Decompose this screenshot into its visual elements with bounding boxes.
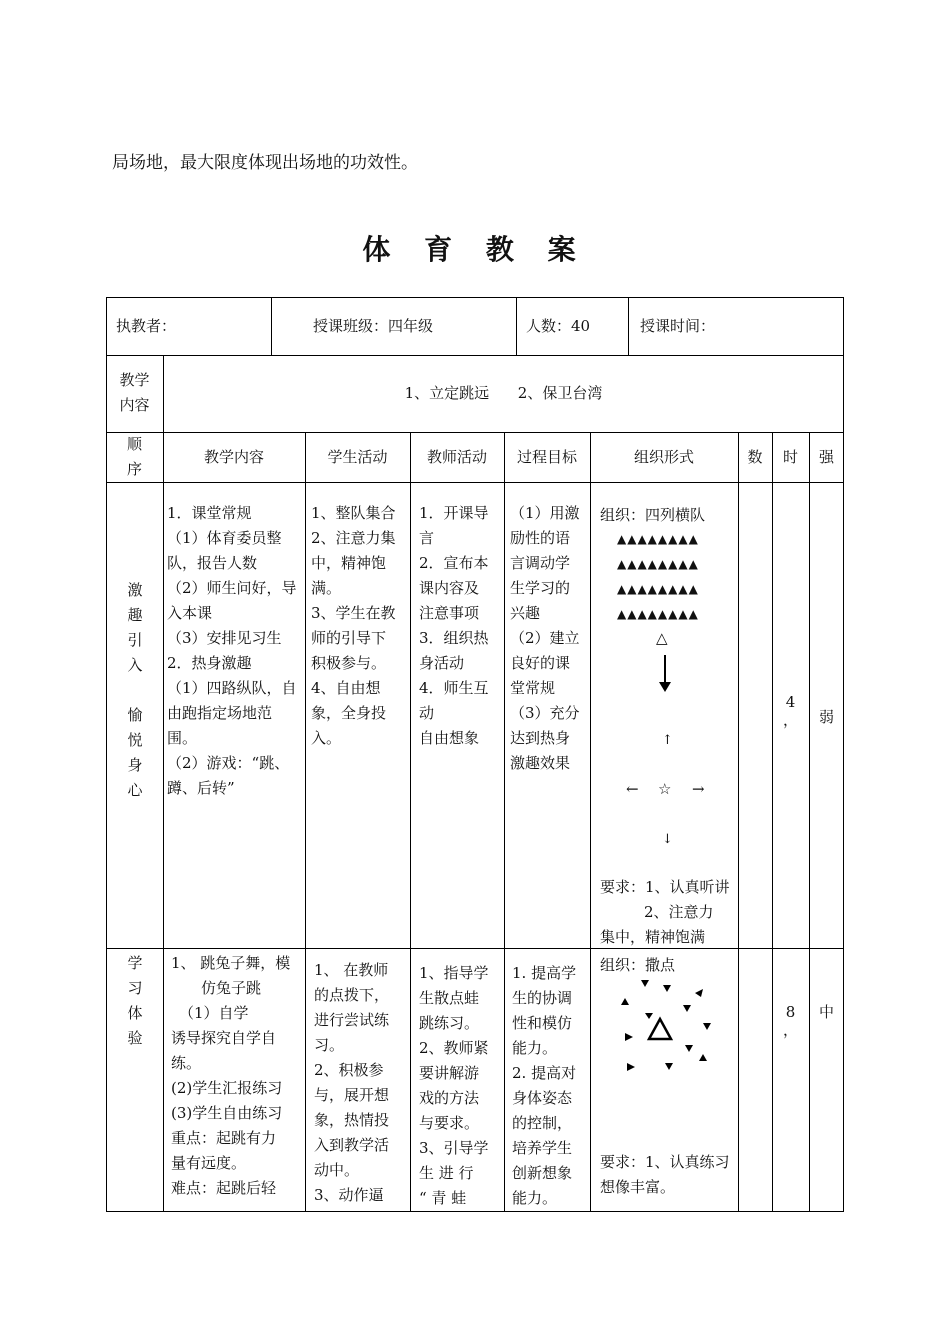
section2-content: 1、 跳兔子舞，模 仿兔子跳 （1）自学 诱导探究自学自 练。 (2)学生汇报练习 (3)学生自由练习 重点：起跳有力 量有远度。 难点：起跳后轻 [171,954,291,1197]
formation-row-3: ▲▲▲▲▲▲▲▲ [617,582,699,596]
section2-student-activity: 1、 在教师 的点拨下， 进行尝试练 习。 2、积极参 与，展开想 象，热情投 入到教学活 动中。 3、动作逼 [314,961,390,1204]
scatter-triangle-8 [625,1033,633,1041]
col-intensity: 强 [818,448,834,466]
scatter-formation-diagram [605,975,725,1085]
section2-time: 8 ， [782,1003,798,1039]
class-label: 授课班级：四年级 [313,317,434,335]
intro-text: 局场地，最大限度体现出场地的功效性。 [112,153,418,173]
page-title: 体 育 教 案 [362,233,588,266]
section2-teacher-activity: 1、指导学 生散点蛙 跳练习。 2、教师紧 要讲解游 戏的方法 与要求。 3、引导学 生 进 行 “ 青 蛙 [419,964,489,1207]
scatter-triangle-6 [645,1013,653,1019]
lesson-content-value: 1、立定跳远 2、保卫台湾 [404,384,603,402]
scatter-triangle-2 [663,985,671,992]
formation-row-1: ▲▲▲▲▲▲▲▲ [617,532,699,546]
scatter-triangle-9 [685,1045,693,1052]
section1-intensity: 弱 [818,708,834,726]
stage-1-label: 激 趣 引 入 愉 悦 身 心 [127,581,143,799]
section2-org-title: 组织：撒点 [600,956,676,974]
scatter-triangle-3 [695,989,703,997]
col-time: 时 [782,448,798,466]
student-count-label: 人数：40 [526,317,591,335]
scatter-triangle-1 [641,980,649,987]
scatter-triangle-11 [665,1063,673,1070]
right-arrow-icon: → [692,780,705,798]
teacher-triangle-icon: △ [656,629,668,647]
stage-2-label: 学 习 体 验 [127,954,143,1047]
section2-intensity: 中 [818,1003,834,1021]
scatter-triangle-4 [621,998,629,1005]
star-icon: ☆ [658,780,672,798]
left-arrow-icon: ← [626,780,639,798]
section1-requirements: 要求：1、认真听讲 2、注意力 集中，精神饱满 [600,878,730,946]
formation-row-2: ▲▲▲▲▲▲▲▲ [617,557,699,571]
section1-content: 1．课堂常规 （1）体育委员整 队，报告人数 （2）师生问好，导 入本课 （3）安排见习生 2．热身激趣 （1）四路纵队，自 由跑指定场地范 围。 （2）游戏：“跳、 蹲、后转” [167,504,297,797]
col-organization: 组织形式 [633,448,694,466]
section2-process-goal: 1. 提高学 生的协调 性和模仿 能力。 2. 提高对 身体姿态 的控制， 培养学生 创新想象 能力。 [512,964,577,1207]
section1-student-activity: 1、整队集合 2、注意力集 中，精神饱 满。 3、学生在教 师的引导下 积极参与。 4、自由想 象，全身投 入。 [311,504,396,747]
long-down-arrow-icon [664,655,666,683]
scatter-triangle-7 [703,1023,711,1030]
scatter-triangle-10 [627,1063,635,1071]
section1-org-title: 组织：四列横队 [600,506,706,524]
col-process-goal: 过程目标 [516,448,577,466]
section2-requirements: 要求：1、认真练习 想像丰富。 [600,1153,730,1196]
up-arrow-icon: ↑ [662,733,673,748]
formation-row-4: ▲▲▲▲▲▲▲▲ [617,607,699,621]
col-teaching-content: 教学内容 [203,448,264,466]
center-teacher-triangle [649,1019,671,1039]
down-arrowhead-icon [659,682,671,692]
col-order: 顺 序 [126,435,142,478]
lesson-time-label: 授课时间： [640,317,716,335]
section1-process-goal: （1）用激 励性的语 言调动学 生学习的 兴趣 （2）建立 良好的课 堂常规 （3）充分 达到热身 激趣效果 [510,504,580,772]
col-teacher-activity: 教师活动 [426,448,487,466]
content-label: 教学 内容 [119,371,150,414]
col-student-activity: 学生活动 [327,448,388,466]
section1-time: 4 ， [782,693,798,729]
scatter-triangle-5 [683,1005,691,1012]
down-arrow-icon: ↓ [662,832,673,847]
col-count: 数 [747,448,763,466]
teacher-label: 执教者： [116,317,177,335]
scatter-triangle-12 [699,1054,707,1061]
section1-teacher-activity: 1．开课导 言 2．宣布本 课内容及 注意事项 3．组织热 身活动 4．师生互 动 自由想象 [419,504,489,747]
